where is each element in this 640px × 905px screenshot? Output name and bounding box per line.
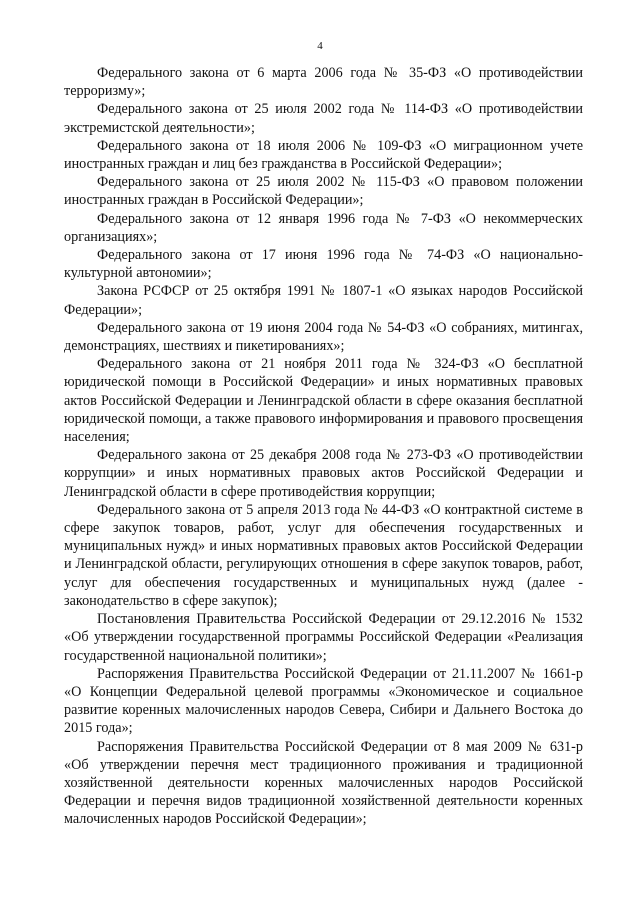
paragraph-6: Федерального закона от 17 июня 1996 года № 74-ФЗ «О национально-культурной автономии»; — [64, 247, 583, 282]
paragraph-3: Федерального закона от 18 июля 2006 № 109-ФЗ «О миграционном учете иностранных граждан и лиц без гражданства в Российской Федерации»; — [64, 137, 583, 173]
paragraph-5: Федерального закона от 12 января 1996 года № 7-ФЗ «О некоммерческих организациях»; — [64, 210, 583, 245]
paragraph-2: Федерального закона от 25 июля 2002 года № 114-ФЗ «О противодействии экстремистской деятельности»; — [64, 101, 583, 136]
paragraph-12: Постановления Правительства Российской Федерации от 29.12.2016 № 1532 «Об утверждении государственной программы Российской Федерации «Реализация государственной национальной политики»; — [64, 611, 583, 664]
document-body — [64, 64, 583, 829]
paragraph-9: Федерального закона от 21 ноября 2011 года № 324-ФЗ «О бесплатной юридической помощи в Российской Федерации» и иных нормативных правовых актов Российской Федерации и Ленинградской области в сфере оказания бесплатной юридической помощи, а также правового информирования и правового просвещения населения; — [64, 356, 583, 446]
paragraph-14: Распоряжения Правительства Российской Федерации от 8 мая 2009 № 631-р «Об утверждении перечня мест традиционного проживания и традиционной хозяйственной деятельности коренных малочисленных народов Российской Федерации и перечня видов традиционной хозяйственной деятельности коренных малочисленных народов Российской Федерации»; — [64, 738, 583, 828]
page-number: 4 — [317, 40, 323, 52]
paragraph-8: Федерального закона от 19 июня 2004 года № 54-ФЗ «О собраниях, митингах, демонстрациях, шествиях и пикетированиях»; — [64, 319, 583, 355]
paragraph-13: Распоряжения Правительства Российской Федерации от 21.11.2007 № 1661-р «О Концепции Федеральной целевой программы «Экономическое и социальное развитие коренных малочисленных народов Севера, Сибири и Дальнего Востока до 2015 года»; — [64, 665, 583, 737]
paragraph-4: Федерального закона от 25 июля 2002 № 115-ФЗ «О правовом положении иностранных граждан в Российской Федерации»; — [64, 174, 583, 209]
paragraph-1: Федерального закона от 6 марта 2006 года № 35-ФЗ «О противодействии терроризму»; — [64, 65, 583, 100]
paragraph-11: Федерального закона от 5 апреля 2013 года № 44-ФЗ «О контрактной системе в сфере закупок товаров, работ, услуг для обеспечения государственных и муниципальных нужд» и иных нормативных правовых актов Российской Федерации и Ленинградской области, регулирующих отношения в сфере закупок товаров, работ, услуг для обеспечения государственных и муниципальных нужд (далее - законодательство в сфере закупок); — [64, 501, 583, 609]
paragraph-10: Федерального закона от 25 декабря 2008 года № 273-ФЗ «О противодействии коррупции» и иных нормативных правовых актов Российской Федерации и Ленинградской области в сфере противодействия коррупции; — [64, 447, 583, 500]
paragraph-7: Закона РСФСР от 25 октября 1991 № 1807-1 «О языках народов Российской Федерации»; — [64, 283, 583, 318]
